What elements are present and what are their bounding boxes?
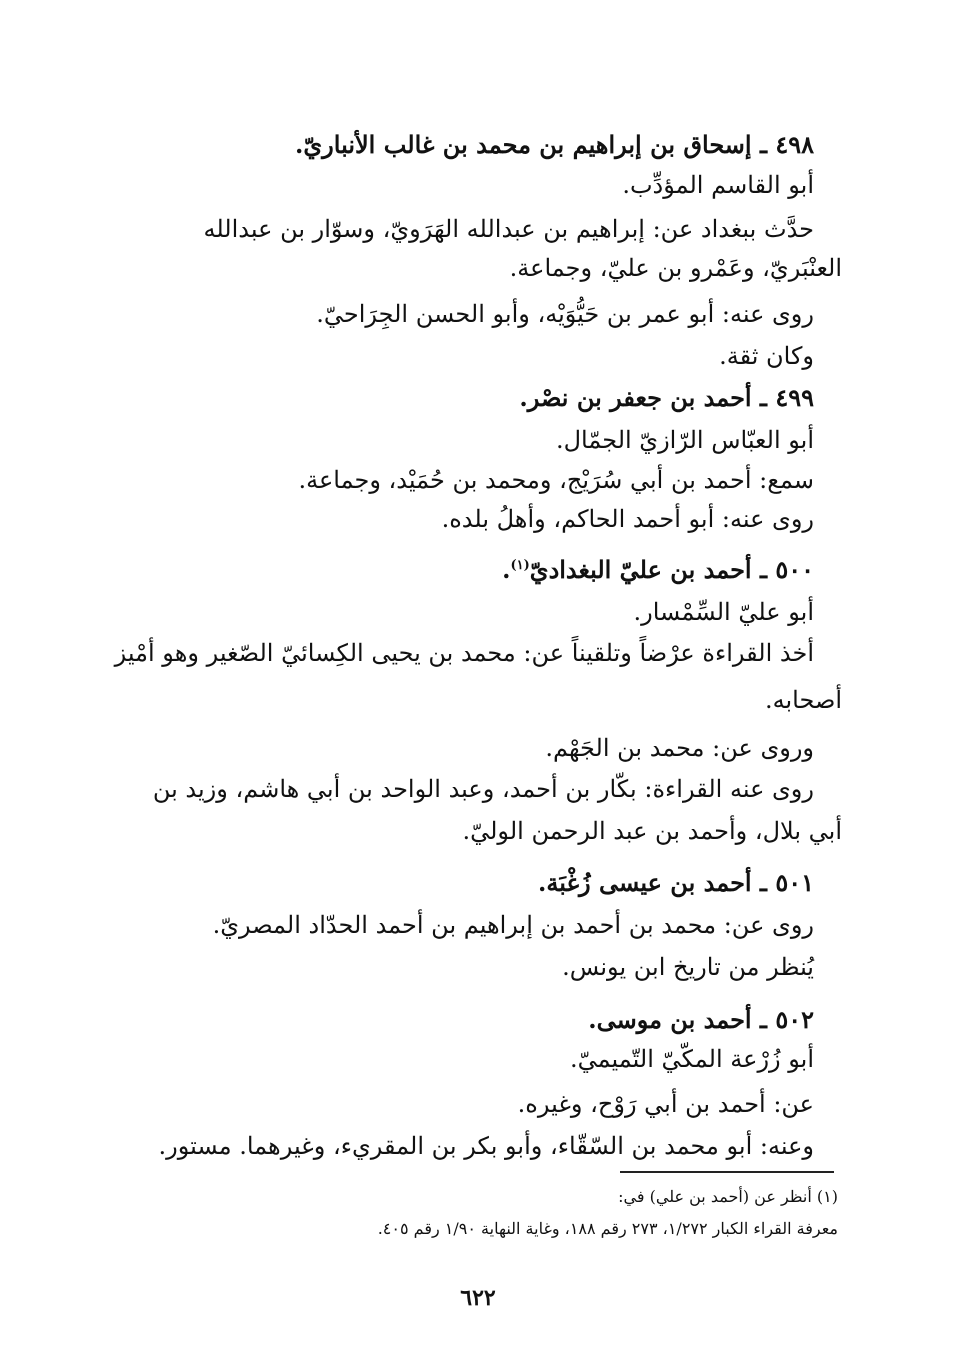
entry-500-kunya: أبو عليّ السِّمْسار. [633, 598, 814, 626]
entry-499-heading: ٤٩٩ ـ أحمد بن جعفر بن نصْر. [519, 383, 814, 412]
page-number: ٦٢٢ [460, 1285, 496, 1311]
footnote-marker: (١) [510, 558, 530, 573]
entry-500-reading-cont: أصحابه. [764, 686, 842, 714]
entry-498-teachers-cont: العنْبَريّ، وعَمْرو بن عليّ، وجماعة. [509, 254, 842, 282]
entry-500-heading [502, 553, 814, 587]
entry-501-narrated-from: روى عن: محمد بن أحمد بن إبراهيم بن أحمد الحدّاد المصريّ. [212, 911, 814, 939]
entry-501-heading: ٥٠١ ـ أحمد بن عيسى زُغْبَة. [538, 868, 814, 897]
entry-502-kunya: أبو زُرْعة المكّيّ التّميميّ. [570, 1045, 814, 1073]
entry-498-kunya: أبو القاسم المؤدِّب. [622, 171, 814, 199]
entry-500-heading-text: ٥٠٠ ـ أحمد بن عليّ البغداديّ [529, 555, 814, 584]
entry-499-teachers: سمع: أحمد بن أبي سُرَيْج، ومحمد بن حُمَيْد، وجماعة. [298, 466, 814, 494]
entry-500-students: روى عنه القراءة: بكّار بن أحمد، وعبد الواحد بن أبي هاشم، وزيد بن [152, 775, 814, 803]
entry-499-kunya: أبو العبّاس الرّازيّ الجمّال. [555, 426, 814, 454]
entry-498-teachers: حدَّث ببغداد عن: إبراهيم بن عبدالله الهَرَويّ، وسوّار بن عبدالله [203, 215, 814, 243]
entry-500-narrated-from: وروى عن: محمد بن الجَهْم. [545, 734, 814, 762]
footnote-divider [620, 1171, 834, 1173]
entry-502-students: وعنه: أبو محمد بن السّقّاء، وأبو بكر بن المقريء، وغيرهما. مستور. [158, 1132, 814, 1160]
entry-502-heading: ٥٠٢ ـ أحمد بن موسى. [588, 1005, 814, 1034]
footnote-line-1: (١) أنظر عن (أحمد بن علي) في: [618, 1187, 838, 1206]
entry-499-students: روى عنه: أبو أحمد الحاكم، وأهلُ بلده. [441, 505, 814, 533]
entry-498-students: روى عنه: أبو عمر بن حَيُّوَيْه، وأبو الحسن الجِرَاحيّ. [316, 300, 814, 328]
entry-500-students-cont: أبي بلال، وأحمد بن عبد الرحمن الوليّ. [462, 817, 842, 845]
entry-498-grade: وكان ثقة. [719, 342, 814, 370]
entry-498-heading: ٤٩٨ ـ إسحاق بن إبراهيم بن محمد بن غالب الأنباريّ. [295, 130, 814, 159]
footnote-line-2: معرفة القراء الكبار ١/٢٧٢، ٢٧٣ رقم ١٨٨، وغاية النهاية ١/٩٠ رقم ٤٠٥. [377, 1219, 838, 1238]
entry-500-reading: أخذ القراءة عرْضاً وتلقيناً عن: محمد بن يحيى الكِسائيّ الصّغير وهو أمْيز [114, 639, 814, 667]
entry-502-teachers: عن: أحمد بن أبي رَوْح، وغيره. [517, 1090, 814, 1118]
entry-500-heading-period: . [502, 555, 511, 584]
entry-501-reference: يُنظر من تاريخ ابن يونس. [562, 953, 814, 981]
